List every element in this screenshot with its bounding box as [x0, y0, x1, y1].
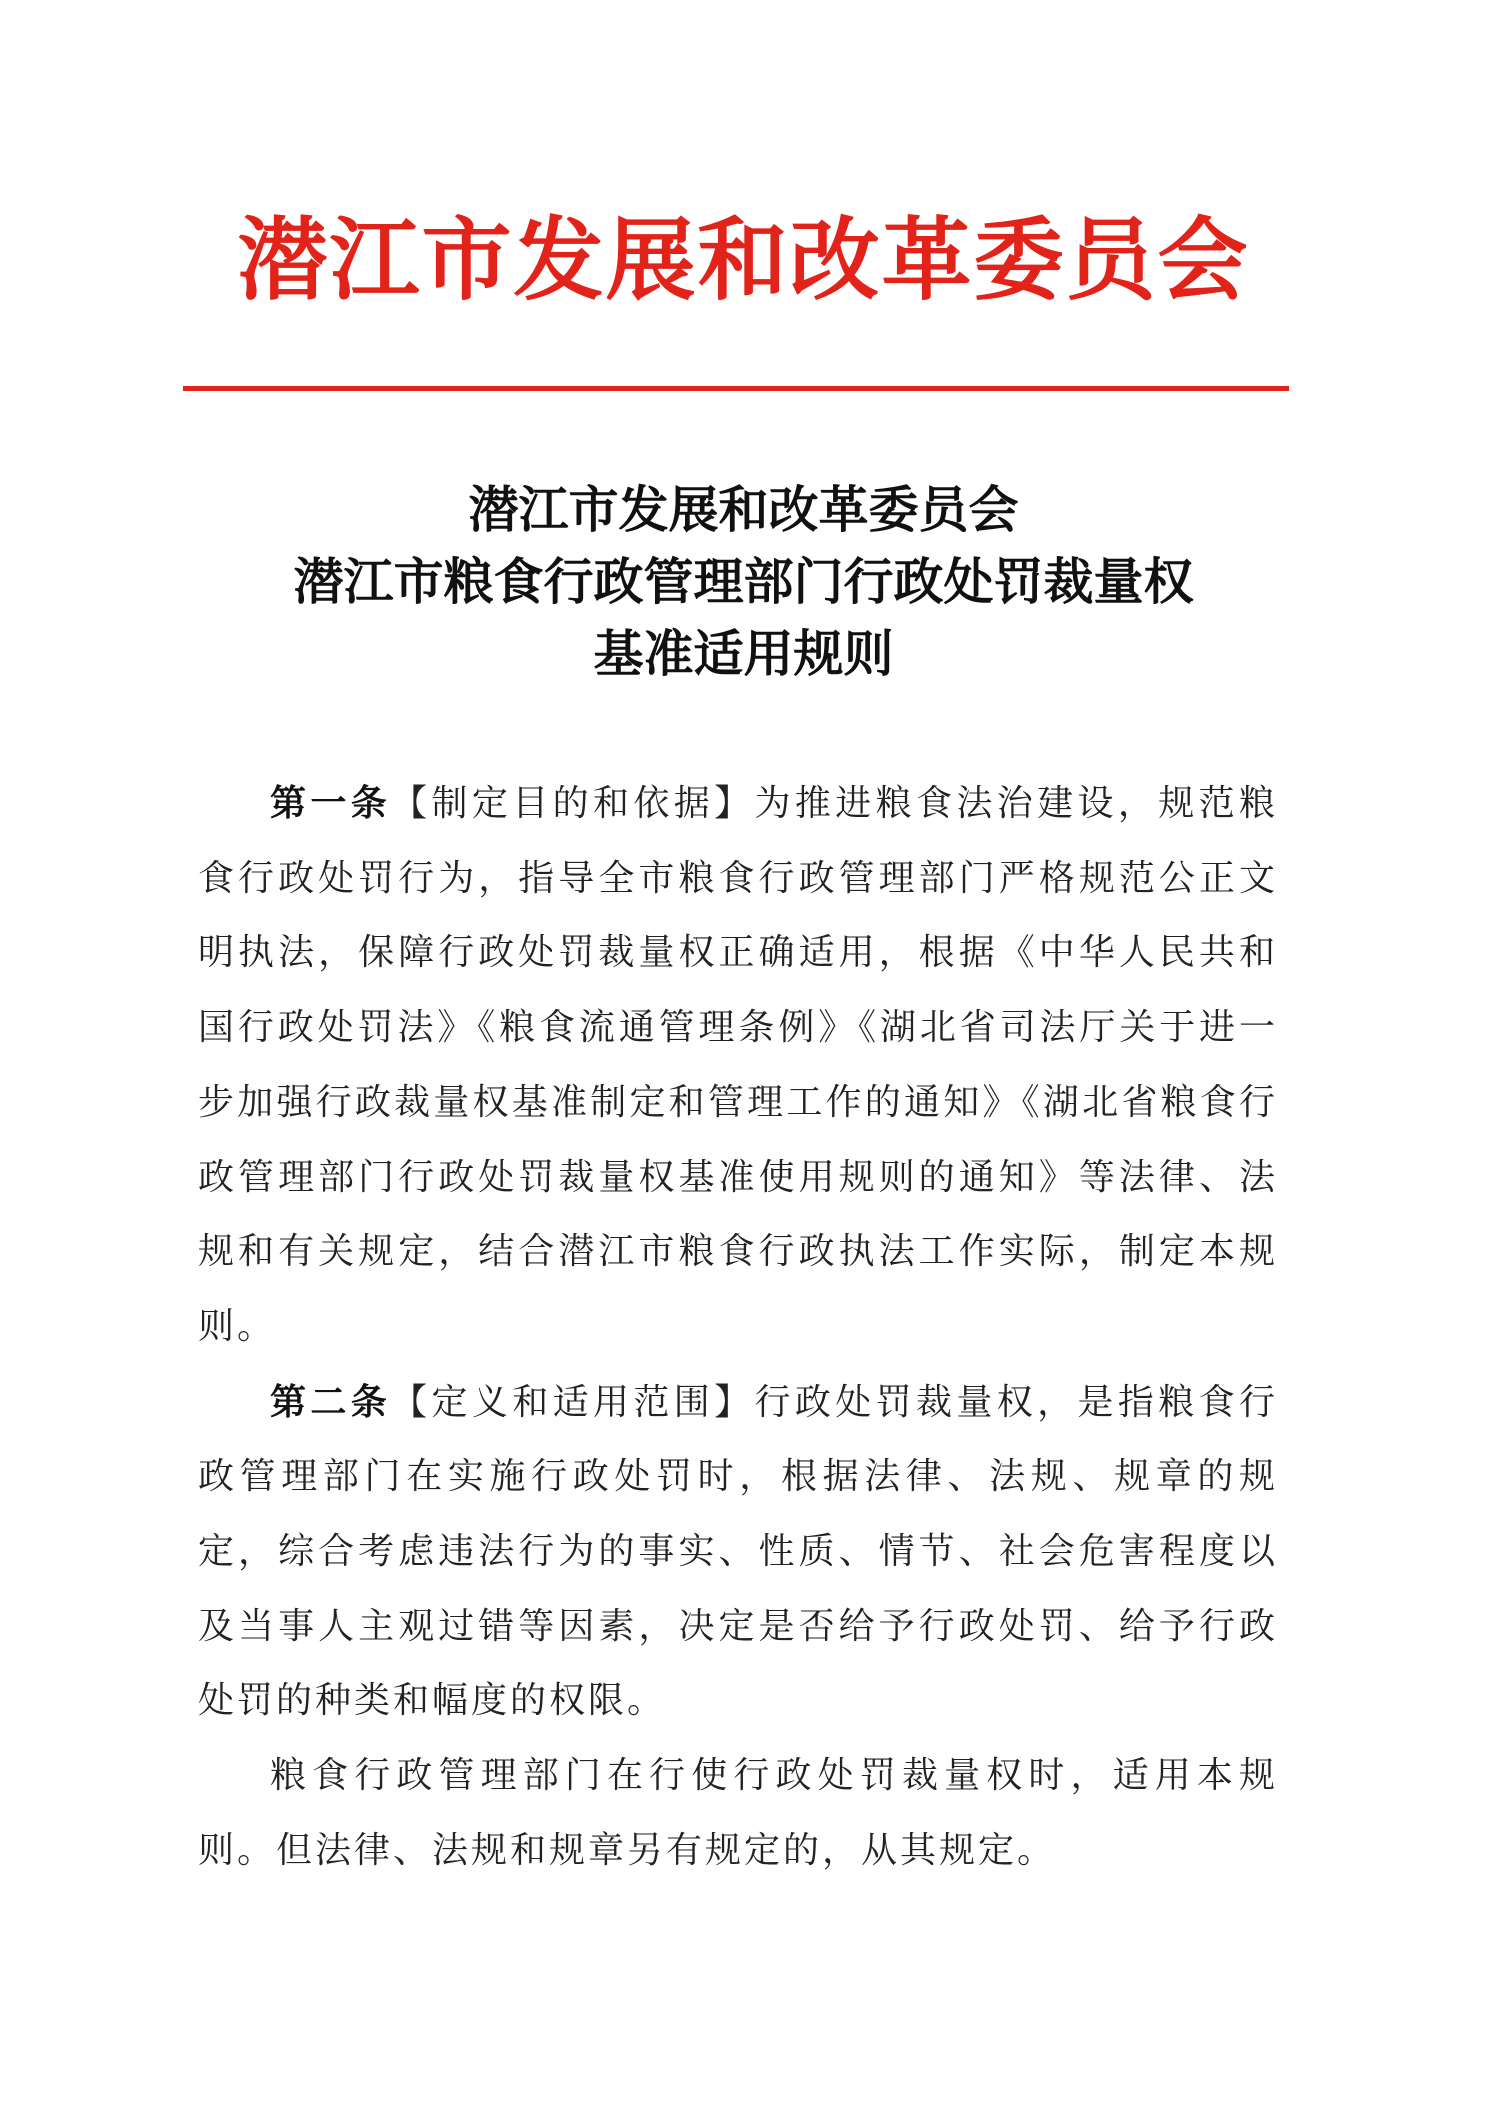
paragraph-scope — [198, 1739, 1278, 1888]
title-line-2: 潜江市粮食行政管理部门行政处罚裁量权 — [293, 552, 1194, 611]
article-number: 第一条 — [270, 782, 392, 824]
title-line-3: 基准适用规则 — [593, 624, 894, 683]
article-text: 【制定目的和依据】为推进粮食法治建设，规范粮食行政处罚行为，指导全市粮食行政管理部门严格规范公正文明执法，保障行政处罚裁量权正确适用，根据《中华人民共和国行政处罚法》《粮食流通管理条例》《湖北省司法厅关于进一步加强行政裁量权基准制定和管理工作的通知》《湖北省粮食行政管理部门行政处罚裁量权基准使用规则的通知》等法律、法规和有关规定，结合潜江市粮食行政执法工作实际，制定本规则。 — [198, 783, 1278, 1347]
red-divider-line — [183, 386, 1289, 391]
article-number: 第二条 — [270, 1380, 392, 1423]
document-title — [0, 474, 1487, 690]
paragraph-article-2 — [198, 1365, 1278, 1740]
title-line-1: 潜江市发展和改革委员会 — [468, 480, 1019, 539]
article-text: 【定义和适用范围】行政处罚裁量权，是指粮食行政管理部门在实施行政处罚时，根据法律、法规、规章的规定，综合考虑违法行为的事实、性质、情节、社会危害程度以及当事人主观过错等因素，决定是否给予行政处罚、给予行政处罚的种类和幅度的权限。 — [198, 1381, 1278, 1722]
document-body — [198, 766, 1278, 1889]
paragraph-article-1 — [198, 766, 1278, 1365]
document-header-org-name: 潜江市发展和改革委员会 — [237, 207, 1250, 313]
paragraph-text: 粮食行政管理部门在行使行政处罚裁量权时，适用本规则。但法律、法规和规章另有规定的，从其规定。 — [198, 1755, 1278, 1871]
